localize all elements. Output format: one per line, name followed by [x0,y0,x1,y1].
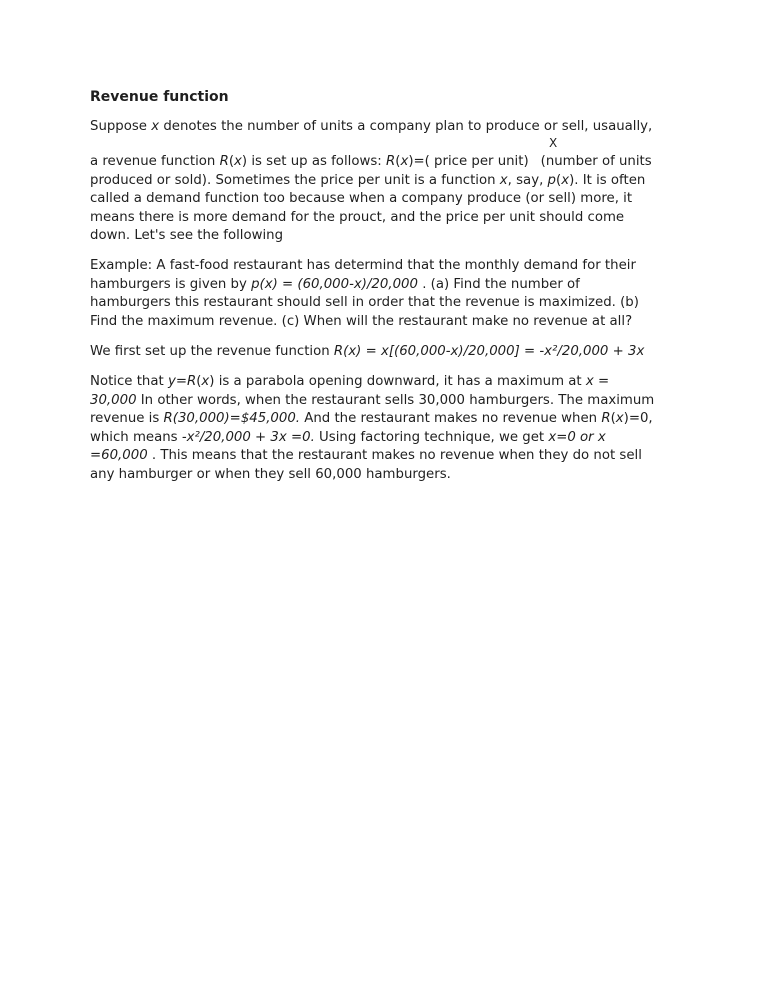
setup-line: We first set up the revenue function R(x) = x[(60,000-x)/20,000] = -x²/20,000 + 3x [90,344,645,360]
zero-revenue-equation: -x²/20,000 + 3x =0. [181,429,315,445]
revenue-formula: R(x) = x[(60,000-x)/20,000] = -x²/20,000 + 3x [333,344,645,360]
intro-line-1: Suppose x denotes the number of units a company plan to produce or sell, usaually, [90,119,653,134]
intro-line-3: produced or sold). Sometimes the price per unit is a function x, say, p(x). It is often [90,172,646,188]
intro-line-4: called a demand function too because when a company produce (or sell) more, it [90,191,633,207]
document-title: Revenue function [90,89,229,105]
times-symbol: X [549,136,558,151]
notice-line-3: revenue is R(30,000)=$45,000. And the restaurant makes no revenue when R(x)=0, [90,411,653,427]
times-symbol-line [90,136,682,153]
notice-line-4: which means -x²/20,000 + 3x =0. Using factoring technique, we get x=0 or x [90,429,606,445]
example-paragraph [90,257,682,331]
notice-line-1: Notice that y=R(x) is a parabola opening downward, it has a maximum at x = [90,374,610,390]
example-line-4: Find the maximum revenue. (c) When will the restaurant make no revenue at all? [90,313,633,329]
max-revenue-formula: R(30,000)=$45,000. [163,411,301,427]
notice-paragraph [90,373,682,483]
document-page [90,86,682,496]
intro-paragraph [90,118,682,245]
setup-paragraph [90,343,682,361]
example-line-2: hamburgers is given by p(x) = (60,000-x)/20,000 . (a) Find the number of [90,276,580,292]
demand-formula: p(x) = (60,000-x)/20,000 [251,276,418,292]
notice-line-5: =60,000 . This means that the restaurant makes no revenue when they do not sell [90,448,642,464]
notice-line-2: 30,000 In other words, when the restaurant sells 30,000 hamburgers. The maximum [90,392,655,408]
intro-line-5: means there is more demand for the prouct, and the price per unit should come [90,209,625,225]
example-line-3: hamburgers this restaurant should sell in order that the revenue is maximized. (b) [90,295,639,311]
intro-line-2: a revenue function R(x) is set up as follows: R(x)=( price per unit) (number of units [90,154,652,170]
notice-line-6: any hamburger or when they sell 60,000 hamburgers. [90,466,451,482]
example-line-1: Example: A fast-food restaurant has determind that the monthly demand for their [90,258,636,274]
intro-line-6: down. Let's see the following [90,228,284,244]
